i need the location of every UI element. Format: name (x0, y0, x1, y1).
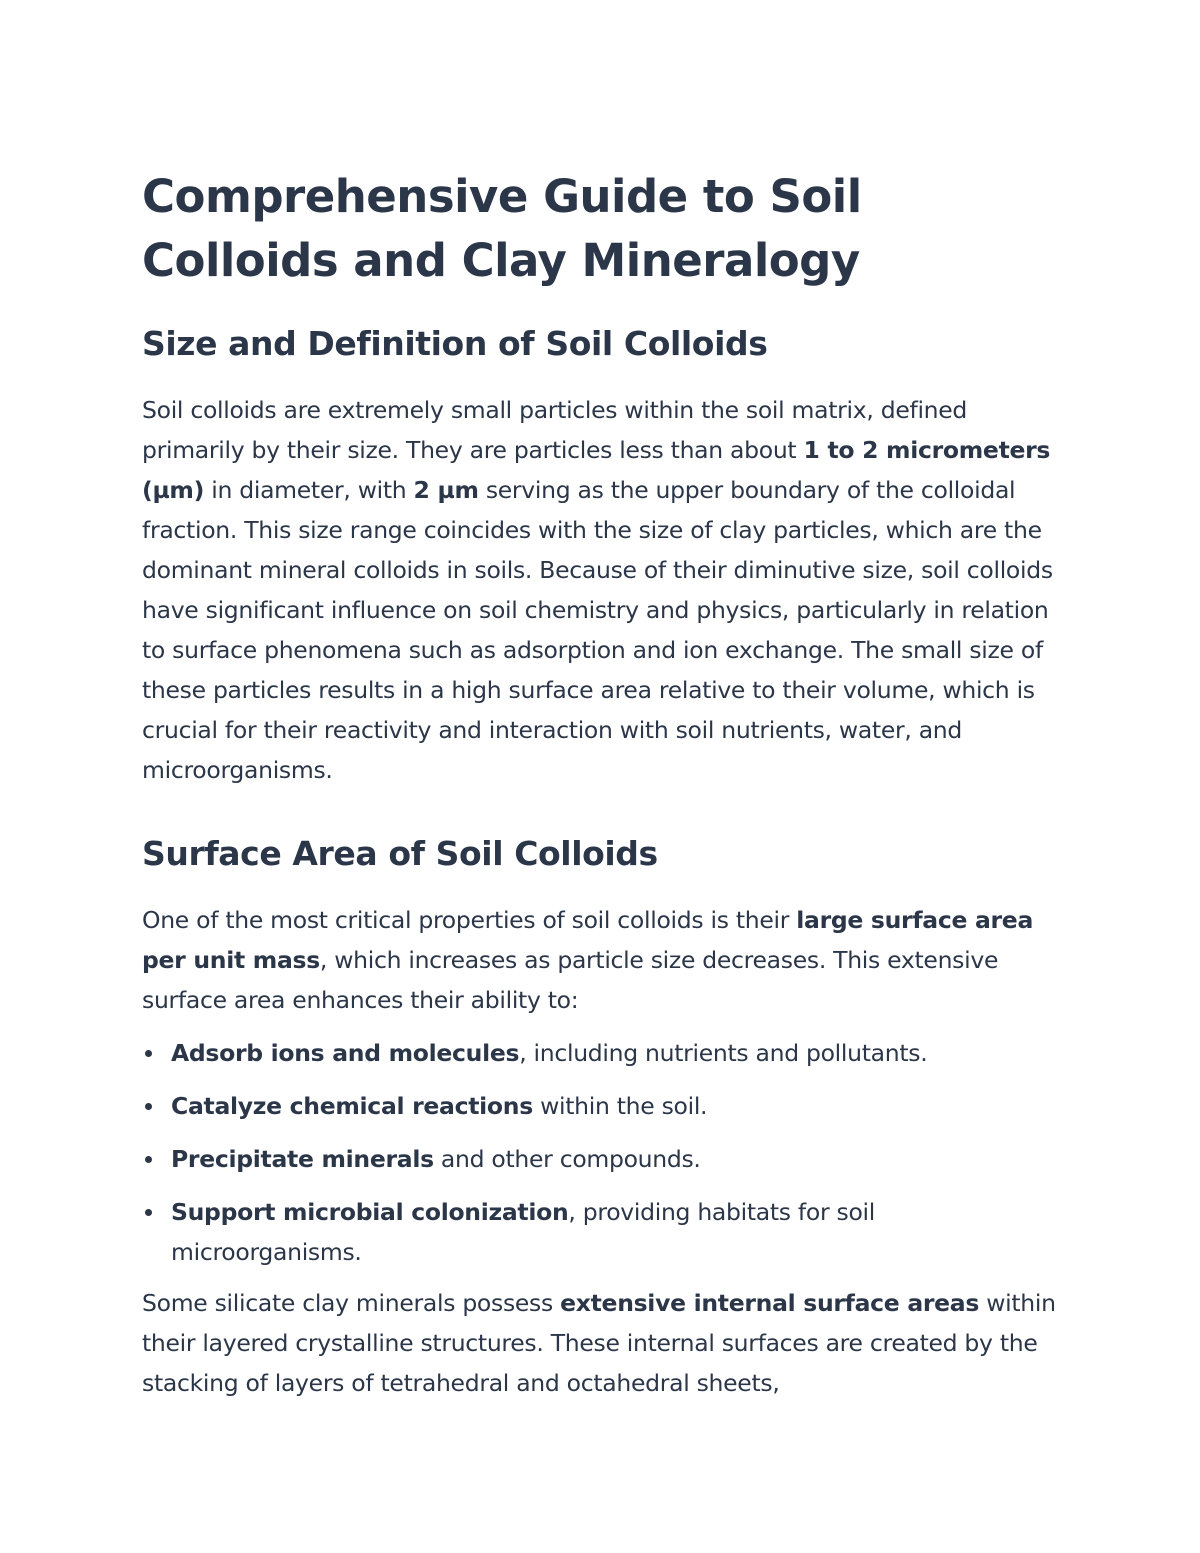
paragraph-text: One of the most critical properties of soil colloids is their (142, 906, 797, 934)
list-item (142, 1139, 1057, 1179)
list-item (142, 1192, 1057, 1272)
bullet-icon (145, 1156, 152, 1163)
paragraph-text: within their layered crystalline structures. These internal surfaces are created by the stacking of layers of tetrahedral and octahedral sheets, (142, 1289, 1056, 1397)
paragraph-size-definition (142, 390, 1057, 790)
bullet-icon (145, 1103, 152, 1110)
list-item (142, 1086, 1057, 1126)
emphasis-text: large surface area per unit mass (142, 906, 1034, 974)
list-item-text: , providing habitats for soil microorganisms. (171, 1198, 875, 1266)
list-item-text: , including nutrients and pollutants. (519, 1039, 928, 1067)
paragraph-text: serving as the upper boundary of the colloidal fraction. This size range coincides with the size of clay particles, which are the dominant mineral colloids in soils. Because of their diminutive size, soil colloids have significant influence on soil chemistry and physics, particularly in relation to surface phenomena such as adsorption and ion exchange. The small size of these particles results in a high surface area relative to their volume, which is crucial for their reactivity and interaction with soil nutrients, water, and microorganisms. (142, 476, 1053, 784)
document-page (142, 165, 1057, 1403)
bullet-icon (145, 1050, 152, 1057)
paragraph-text: in diameter, with (204, 476, 414, 504)
list-item (142, 1033, 1057, 1073)
emphasis-text: 2 µm (413, 476, 479, 504)
list-item-bold: Catalyze chemical reactions (171, 1092, 533, 1120)
emphasis-text: extensive internal surface areas (560, 1289, 980, 1317)
list-item-bold: Adsorb ions and molecules (171, 1039, 520, 1067)
section-heading-size-definition: Size and Definition of Soil Colloids (142, 324, 768, 363)
paragraph-internal-surfaces (142, 1283, 1057, 1403)
paragraph-text: Some silicate clay minerals possess (142, 1289, 561, 1317)
section-heading-surface-area: Surface Area of Soil Colloids (142, 834, 658, 873)
paragraph-text: Soil colloids are extremely small particles within the soil matrix, defined primarily by their size. They are particles less than about (142, 396, 968, 464)
paragraph-text: , which increases as particle size decreases. This extensive surface area enhances their ability to: (142, 946, 999, 1014)
list-item-text: and other compounds. (433, 1145, 701, 1173)
list-item-bold: Precipitate minerals (171, 1145, 434, 1173)
page-title: Comprehensive Guide to Soil Colloids and Clay Mineralogy (142, 170, 862, 287)
abilities-list (142, 1033, 1057, 1272)
emphasis-text: 1 to 2 micrometers (µm) (142, 436, 1051, 504)
bullet-icon (145, 1209, 152, 1216)
list-item-text: within the soil. (532, 1092, 708, 1120)
list-item-bold: Support microbial colonization (171, 1198, 569, 1226)
paragraph-surface-area-intro (142, 900, 1057, 1020)
